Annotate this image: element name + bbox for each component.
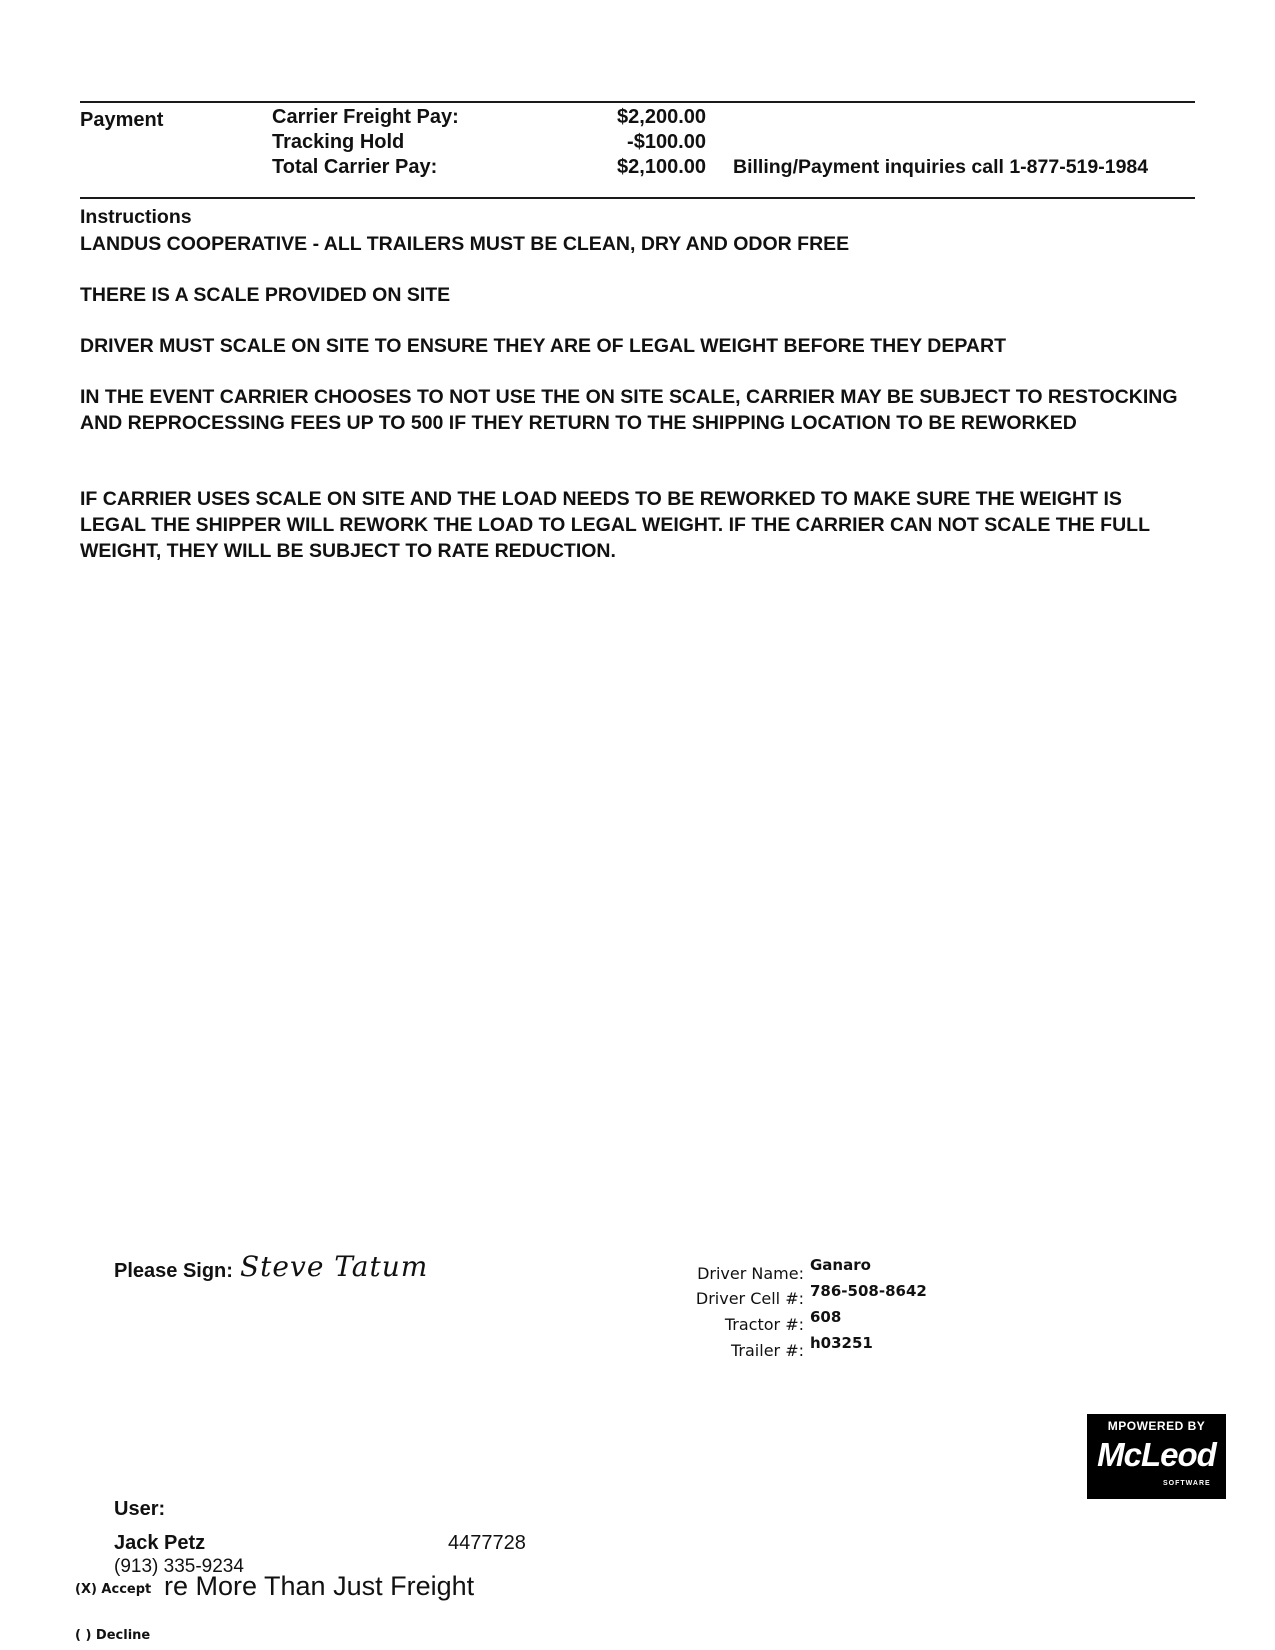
instruction-paragraph: IN THE EVENT CARRIER CHOOSES TO NOT USE THE ON SITE SCALE, CARRIER MAY BE SUBJECT TO RESTOCKING AND REPROCESSING FEES UP TO 500 IF THEY RETURN TO THE SHIPPING LOCATION TO BE REWORKED — [80, 386, 1178, 434]
trailer-value: h03251 — [810, 1334, 873, 1352]
billing-inquiry-note: Billing/Payment inquiries call 1-877-519-1984 — [733, 156, 1149, 178]
driver-name-value: Ganaro — [810, 1256, 871, 1274]
tractor-label: Tractor #: — [724, 1315, 804, 1334]
logo-brand-text: McLeod — [1097, 1436, 1216, 1473]
driver-cell-value: 786-508-8642 — [810, 1282, 927, 1300]
user-phone: (913) 335-9234 — [114, 1556, 244, 1577]
payment-row-label: Carrier Freight Pay: — [272, 106, 459, 128]
logo-sub-text: SOFTWARE — [1163, 1480, 1211, 1487]
instruction-paragraph: THERE IS A SCALE PROVIDED ON SITE — [80, 284, 451, 306]
mid-rule — [80, 197, 1195, 199]
top-rule — [80, 101, 1195, 103]
driver-cell-label: Driver Cell #: — [695, 1289, 804, 1308]
payment-section-label: Payment — [80, 109, 164, 131]
user-label: User: — [114, 1498, 166, 1520]
payment-row-amount: $2,100.00 — [617, 156, 706, 178]
signature-value: Steve Tatum — [240, 1250, 429, 1283]
payment-row-label: Total Carrier Pay: — [272, 156, 438, 178]
mcleod-logo — [1087, 1414, 1226, 1499]
instruction-paragraph: IF CARRIER USES SCALE ON SITE AND THE LOAD NEEDS TO BE REWORKED TO MAKE SURE THE WEIGHT IS LEGAL THE SHIPPER WILL REWORK THE LOAD TO LEGAL WEIGHT. IF THE CARRIER CAN NOT SCALE THE FULL WEIGHT, THEY WILL BE SUBJECT TO RATE REDUCTION. — [80, 488, 1150, 562]
instructions-heading: Instructions — [80, 206, 192, 228]
payment-row-amount: -$100.00 — [627, 131, 706, 153]
logo-top-text: MPOWERED BY — [1107, 1419, 1206, 1433]
instruction-paragraph: DRIVER MUST SCALE ON SITE TO ENSURE THEY ARE OF LEGAL WEIGHT BEFORE THEY DEPART — [80, 335, 1006, 357]
user-id: 4477728 — [448, 1532, 526, 1554]
trailer-label: Trailer #: — [731, 1341, 804, 1360]
driver-name-label: Driver Name: — [697, 1264, 804, 1283]
tractor-value: 608 — [810, 1308, 842, 1326]
accept-option[interactable]: (X) Accept — [75, 1582, 152, 1597]
instruction-paragraph: LANDUS COOPERATIVE - ALL TRAILERS MUST BE CLEAN, DRY AND ODOR FREE — [80, 233, 850, 255]
please-sign-label: Please Sign: — [114, 1260, 233, 1282]
payment-row-label: Tracking Hold — [272, 131, 405, 153]
user-name: Jack Petz — [114, 1532, 206, 1554]
decline-option[interactable]: ( ) Decline — [75, 1628, 151, 1643]
tagline: re More Than Just Freight — [164, 1571, 475, 1601]
payment-row-amount: $2,200.00 — [617, 106, 706, 128]
